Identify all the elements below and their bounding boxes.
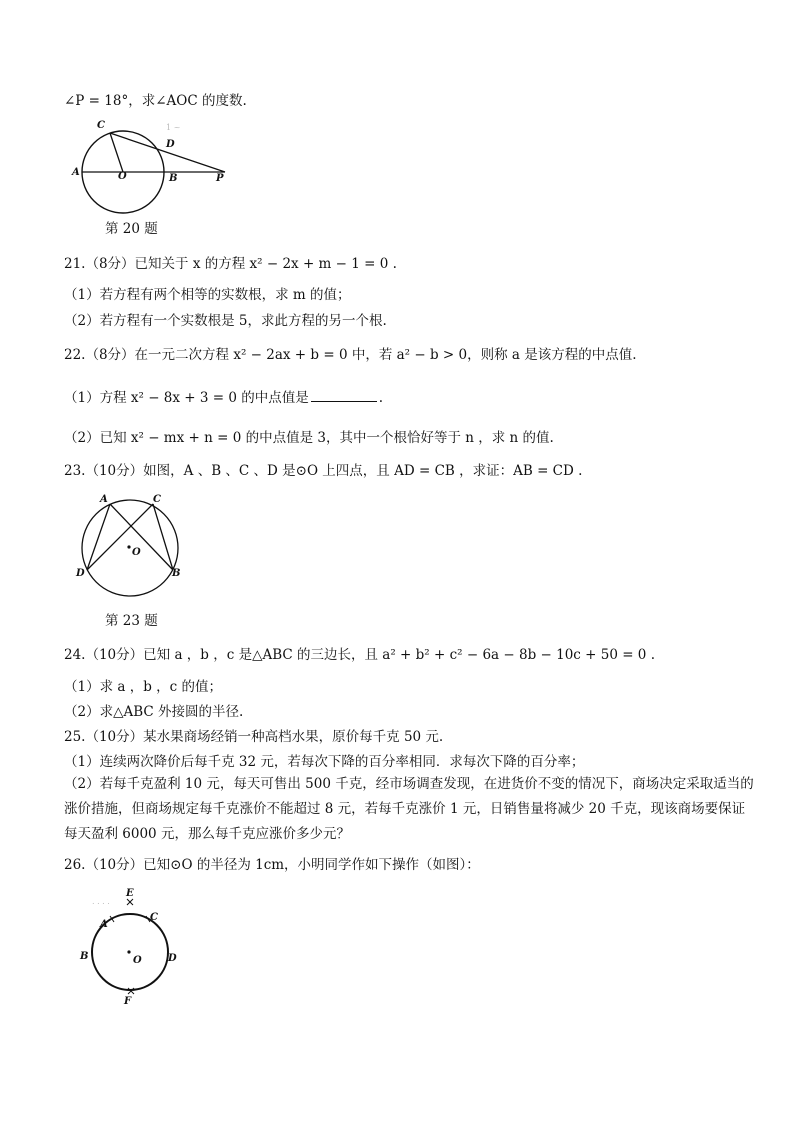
fig20-faint-mark: 1 ~ bbox=[166, 123, 181, 132]
q22-stem: 22.（8分）在一元二次方程 x² − 2ax + b = 0 中，若 a² − b > 0，则称 a 是该方程的中点值. bbox=[64, 347, 637, 363]
fig20-label-c: C bbox=[97, 120, 105, 131]
fig23-label-a: A bbox=[100, 494, 108, 505]
q22-answer-blank[interactable] bbox=[311, 389, 377, 402]
q22-part1 bbox=[64, 389, 754, 407]
q21-part1: （1）若方程有两个相等的实数根，求 m 的值； bbox=[64, 287, 351, 303]
q24-part1: （1）求 a ，b ，c 的值； bbox=[64, 679, 223, 695]
fig20-radius-oc bbox=[110, 133, 123, 172]
fig26-label-f: F bbox=[124, 996, 132, 1007]
fig26-label-a: A bbox=[100, 919, 108, 930]
q22-part1-text: （1）方程 x² − 8x + 3 = 0 的中点值是 bbox=[64, 390, 309, 406]
fig23-label-o: O bbox=[132, 547, 141, 558]
q22-part1-end: . bbox=[378, 390, 384, 406]
q25-stem: 25.（10分）某水果商场经销一种高档水果，原价每千克 50 元. bbox=[64, 729, 444, 745]
fig23-label-d: D bbox=[76, 568, 85, 579]
fig26-label-o: O bbox=[133, 955, 142, 966]
fig26-label-c: C bbox=[150, 912, 158, 923]
fig26-center-dot bbox=[127, 950, 130, 953]
fig23-label-b: B bbox=[172, 568, 181, 579]
figure-23-caption: 第 23 题 bbox=[105, 613, 158, 629]
fig26-label-d: D bbox=[168, 953, 177, 964]
fig23-chord-ad bbox=[87, 504, 110, 570]
q21-part2: （2）若方程有一个实数根是 5，求此方程的另一个根. bbox=[64, 313, 387, 329]
figure-23 bbox=[72, 490, 192, 600]
q25-part1: （1）连续两次降价后每千克 32 元，若每次下降的百分率相同．求每次下降的百分率； bbox=[64, 754, 585, 770]
fig26-label-e: E bbox=[126, 888, 134, 899]
q23-stem: 23.（10分）如图，A 、B 、C 、D 是⊙O 上四点，且 AD = CB ，求证：AB = CD . bbox=[64, 463, 583, 479]
q24-stem: 24.（10分）已知 a ，b ，c 是△ABC 的三边长，且 a² + b² + c² − 6a − 8b − 10c + 50 = 0 . bbox=[64, 647, 655, 663]
figure-20 bbox=[70, 116, 240, 216]
fig20-label-b: B bbox=[169, 173, 178, 184]
q20-tail: ∠P = 18°，求∠AOC 的度数. bbox=[64, 93, 247, 109]
q24-part2: （2）求△ABC 外接圆的半径. bbox=[64, 704, 244, 720]
fig26-faint-mark: . . . . bbox=[92, 897, 110, 906]
q21-stem: 21.（8分）已知关于 x 的方程 x² − 2x + m − 1 = 0 . bbox=[64, 256, 397, 272]
q25-part2: （2）若每千克盈利 10 元，每天可售出 500 千克，经市场调查发现，在进货价不变的情况下，商场决定采取适当的涨价措施，但商场规定每千克涨价不能超过 8 元，若每千克涨价 1 元，日销售量将减少 20 千克，现该商场要保证每天盈利 6000 元，那么每千克应涨价多少元？ bbox=[64, 776, 754, 842]
q26-stem: 26.（10分）已知⊙O 的半径为 1cm，小明同学作如下操作（如图）： bbox=[64, 857, 480, 873]
fig20-label-p: P bbox=[216, 173, 224, 184]
fig20-label-d: D bbox=[166, 139, 175, 150]
fig23-center-dot bbox=[127, 545, 130, 548]
figure-20-caption: 第 20 题 bbox=[105, 221, 158, 237]
fig26-label-b: B bbox=[80, 951, 89, 962]
fig23-label-c: C bbox=[153, 494, 161, 505]
fig20-label-a: A bbox=[72, 167, 80, 178]
figure-26 bbox=[72, 882, 192, 1007]
q22-part2: （2）已知 x² − mx + n = 0 的中点值是 3，其中一个根恰好等于 n ，求 n 的值. bbox=[64, 430, 554, 446]
fig20-label-o: O bbox=[118, 171, 127, 182]
